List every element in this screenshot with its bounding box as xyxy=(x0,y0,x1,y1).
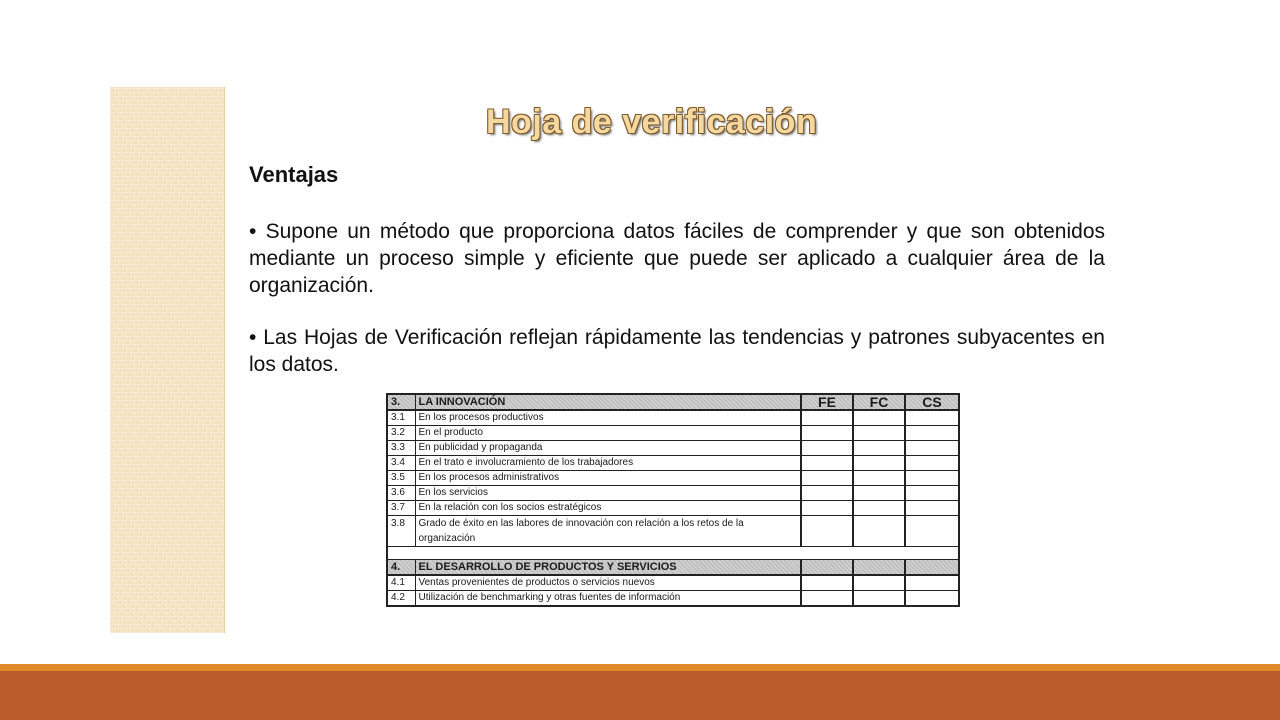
fe-cell[interactable] xyxy=(801,486,853,501)
spacer-cell xyxy=(387,547,415,560)
fc-cell[interactable] xyxy=(853,591,905,607)
spacer-row xyxy=(387,547,959,560)
row-text: En los procesos administrativos xyxy=(415,471,801,486)
section-title: LA INNOVACIÓN xyxy=(415,394,801,410)
row-text: En los servicios xyxy=(415,486,801,501)
table-row xyxy=(387,501,959,516)
row-text: En los procesos productivos xyxy=(415,410,801,426)
row-number: 3.5 xyxy=(387,471,415,486)
cs-cell[interactable] xyxy=(905,591,959,607)
section-header-row xyxy=(387,560,959,576)
table-row xyxy=(387,441,959,456)
section-header-row xyxy=(387,394,959,410)
row-number: 3.2 xyxy=(387,426,415,441)
fe-cell[interactable] xyxy=(801,456,853,471)
table-row xyxy=(387,471,959,486)
cs-cell[interactable] xyxy=(905,456,959,471)
row-text: Ventas provenientes de productos o servicios nuevos xyxy=(415,575,801,591)
row-number: 4.2 xyxy=(387,591,415,607)
fe-cell[interactable] xyxy=(801,426,853,441)
cs-cell[interactable] xyxy=(905,501,959,516)
spacer-cell xyxy=(853,547,905,560)
fc-cell[interactable] xyxy=(853,575,905,591)
table-row xyxy=(387,410,959,426)
fe-cell[interactable] xyxy=(801,410,853,426)
fe-cell[interactable] xyxy=(801,575,853,591)
cs-cell[interactable] xyxy=(905,410,959,426)
bullet-point: • Las Hojas de Verificación reflejan rápidamente las tendencias y patrones subyacentes en los datos. xyxy=(249,326,1105,376)
row-number: 3.6 xyxy=(387,486,415,501)
section-mark-cell xyxy=(853,560,905,576)
column-header-fe: FE xyxy=(801,394,853,410)
column-header-cs: CS xyxy=(905,394,959,410)
row-number: 3.4 xyxy=(387,456,415,471)
row-text: Utilización de benchmarking y otras fuentes de información xyxy=(415,591,801,607)
cs-cell[interactable] xyxy=(905,486,959,501)
row-number: 4.1 xyxy=(387,575,415,591)
table-row xyxy=(387,456,959,471)
slide-title: Hoja de verificación xyxy=(486,103,818,141)
fe-cell[interactable] xyxy=(801,516,853,547)
spacer-cell xyxy=(801,547,853,560)
row-number: 3.7 xyxy=(387,501,415,516)
bullet-point: • Supone un método que proporciona datos fáciles de comprender y que son obtenidos mediante un proceso simple y eficiente que puede ser aplicado a cualquier área de la organización. xyxy=(249,220,1105,297)
fc-cell[interactable] xyxy=(853,456,905,471)
decorative-side-band xyxy=(110,87,225,633)
section-mark-cell xyxy=(801,560,853,576)
fe-cell[interactable] xyxy=(801,591,853,607)
table-row xyxy=(387,516,959,547)
table-row xyxy=(387,591,959,607)
fe-cell[interactable] xyxy=(801,501,853,516)
cs-cell[interactable] xyxy=(905,575,959,591)
fc-cell[interactable] xyxy=(853,501,905,516)
table-row xyxy=(387,426,959,441)
section-number: 3. xyxy=(387,394,415,410)
row-text: En el trato e involucramiento de los trabajadores xyxy=(415,456,801,471)
slide-subtitle: Ventajas xyxy=(249,162,339,187)
cs-cell[interactable] xyxy=(905,516,959,547)
row-number: 3.3 xyxy=(387,441,415,456)
fc-cell[interactable] xyxy=(853,410,905,426)
fc-cell[interactable] xyxy=(853,471,905,486)
row-text: En el producto xyxy=(415,426,801,441)
cs-cell[interactable] xyxy=(905,441,959,456)
column-header-fc: FC xyxy=(853,394,905,410)
cs-cell[interactable] xyxy=(905,471,959,486)
fc-cell[interactable] xyxy=(853,441,905,456)
fc-cell[interactable] xyxy=(853,516,905,547)
cs-cell[interactable] xyxy=(905,426,959,441)
section-mark-cell xyxy=(905,560,959,576)
fe-cell[interactable] xyxy=(801,441,853,456)
footer-bar xyxy=(0,664,1280,720)
section-number: 4. xyxy=(387,560,415,576)
fc-cell[interactable] xyxy=(853,426,905,441)
row-number: 3.1 xyxy=(387,410,415,426)
row-number: 3.8 xyxy=(387,516,415,547)
section-title: EL DESARROLLO DE PRODUCTOS Y SERVICIOS xyxy=(415,560,801,576)
fe-cell[interactable] xyxy=(801,471,853,486)
row-text: En publicidad y propaganda xyxy=(415,441,801,456)
table-row xyxy=(387,575,959,591)
row-text: Grado de éxito en las labores de innovación con relación a los retos de la organización xyxy=(415,516,801,547)
table-row xyxy=(387,486,959,501)
spacer-cell xyxy=(415,547,801,560)
check-sheet-table xyxy=(386,393,960,607)
fc-cell[interactable] xyxy=(853,486,905,501)
spacer-cell xyxy=(905,547,959,560)
row-text: En la relación con los socios estratégicos xyxy=(415,501,801,516)
